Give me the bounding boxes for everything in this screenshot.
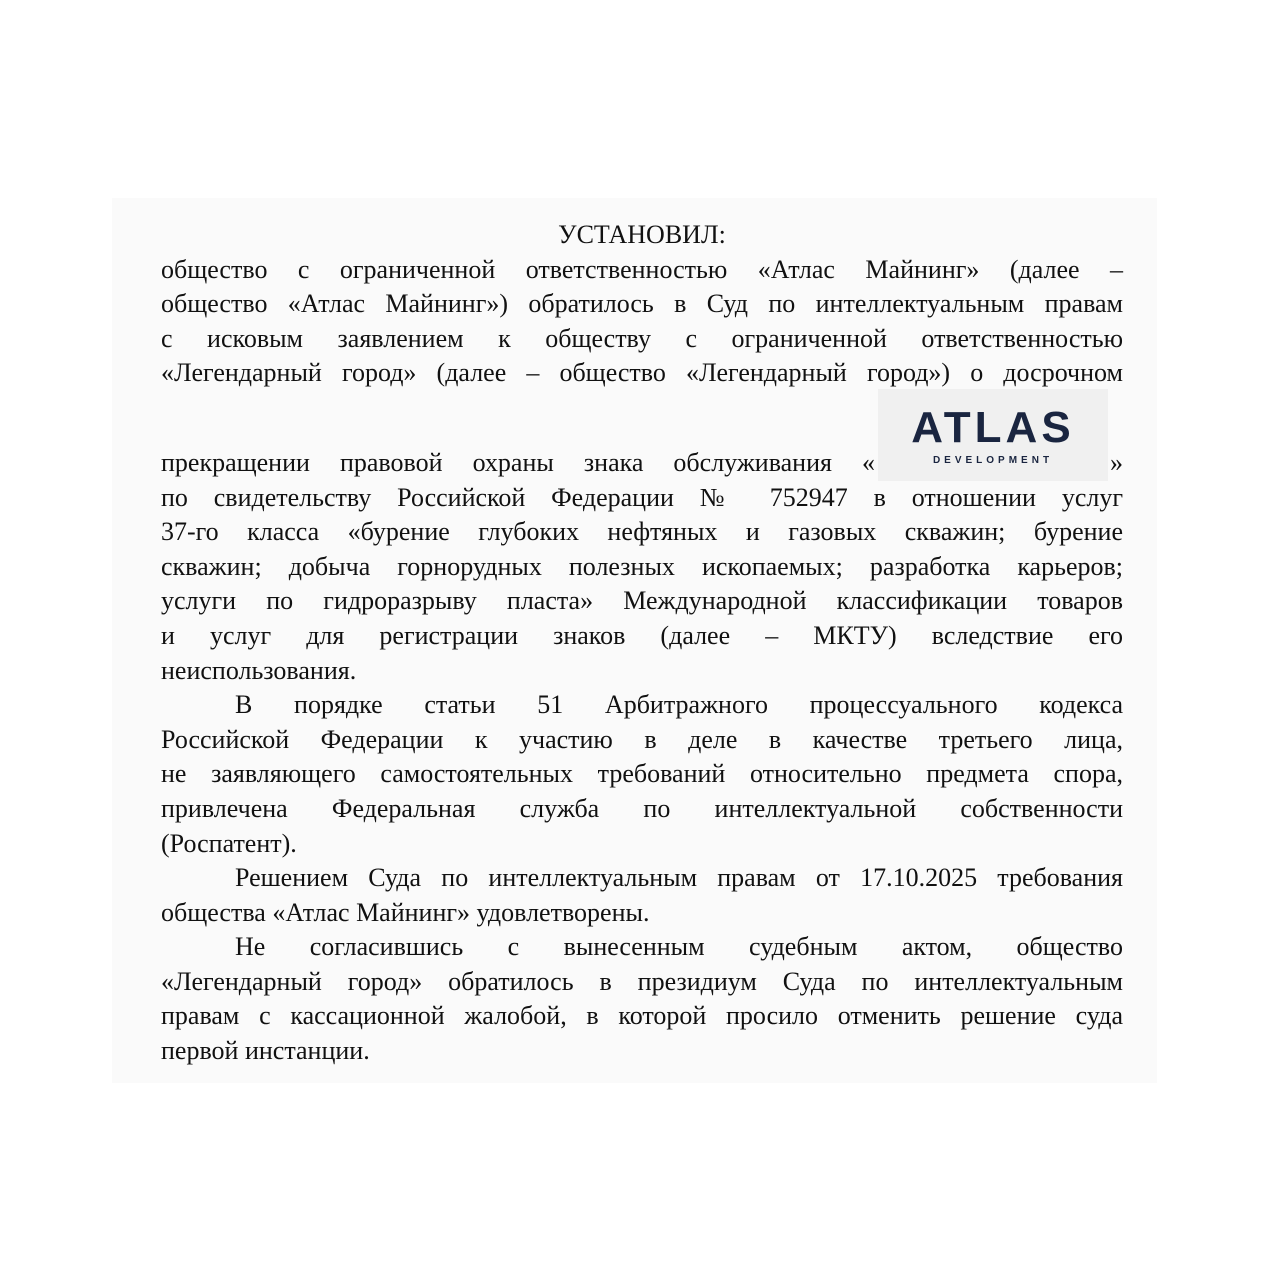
text-line: Российской Федерации к участию в деле в качестве третьего лица, xyxy=(161,724,1123,754)
text-line: привлечена Федеральная служба по интеллектуальной собственности xyxy=(161,793,1123,823)
logo-subtitle: DEVELOPMENT xyxy=(932,455,1054,466)
text-line: с исковым заявлением к обществу с ограниченной ответственностью xyxy=(161,323,1123,353)
text-line: по свидетельству Российской Федерации № 752947 в отношении услуг xyxy=(161,482,1123,512)
text-line: (Роспатент). xyxy=(161,828,297,858)
logo-word: ATLAS xyxy=(911,403,1075,452)
paragraph-third-party xyxy=(161,688,1123,861)
mark-line-after: » xyxy=(1110,447,1123,477)
text-line: 37-го класса «бурение глубоких нефтяных и газовых скважин; бурение xyxy=(161,517,1123,547)
paragraph-decision xyxy=(161,861,1123,930)
text-line: неиспользования. xyxy=(161,655,357,685)
text-line: первой инстанции. xyxy=(161,1036,370,1066)
text-line: общество с ограниченной ответственностью «Атлас Майнинг» (далее – xyxy=(161,254,1123,284)
text-line: «Легендарный город» (далее – общество «Легендарный город») о досрочном xyxy=(161,358,1123,388)
text-line: общество «Атлас Майнинг») обратилось в Суд по интеллектуальным правам xyxy=(161,289,1123,319)
text-line: скважин; добыча горнорудных полезных ископаемых; разработка карьеров; xyxy=(161,551,1123,581)
text-line: «Легендарный город» обратилось в президиум Суда по интеллектуальным xyxy=(161,966,1123,996)
text-line: не заявляющего самостоятельных требований относительно предмета спора, xyxy=(161,759,1123,789)
text-line: общества «Атлас Майнинг» удовлетворены. xyxy=(161,897,650,927)
document-heading: УСТАНОВИЛ: xyxy=(558,220,726,249)
text-line: правам с кассационной жалобой, в которой просило отменить решение суда xyxy=(161,1001,1123,1031)
text-line: Не согласившись с вынесенным судебным актом, общество xyxy=(235,932,1123,962)
mark-line-before: прекращении правовой охраны знака обслуживания « xyxy=(161,447,875,477)
text-line: и услуг для регистрации знаков (далее – МКТУ) вследствие его xyxy=(161,620,1123,650)
document-body xyxy=(161,218,1123,1069)
atlas-logo xyxy=(878,389,1108,481)
paragraph-appeal xyxy=(161,930,1123,1068)
text-line: В порядке статьи 51 Арбитражного процессуального кодекса xyxy=(235,690,1123,720)
text-line: услуги по гидроразрыву пласта» Международной классификации товаров xyxy=(161,586,1123,616)
text-line: Решением Суда по интеллектуальным правам от 17.10.2025 требования xyxy=(235,863,1123,893)
